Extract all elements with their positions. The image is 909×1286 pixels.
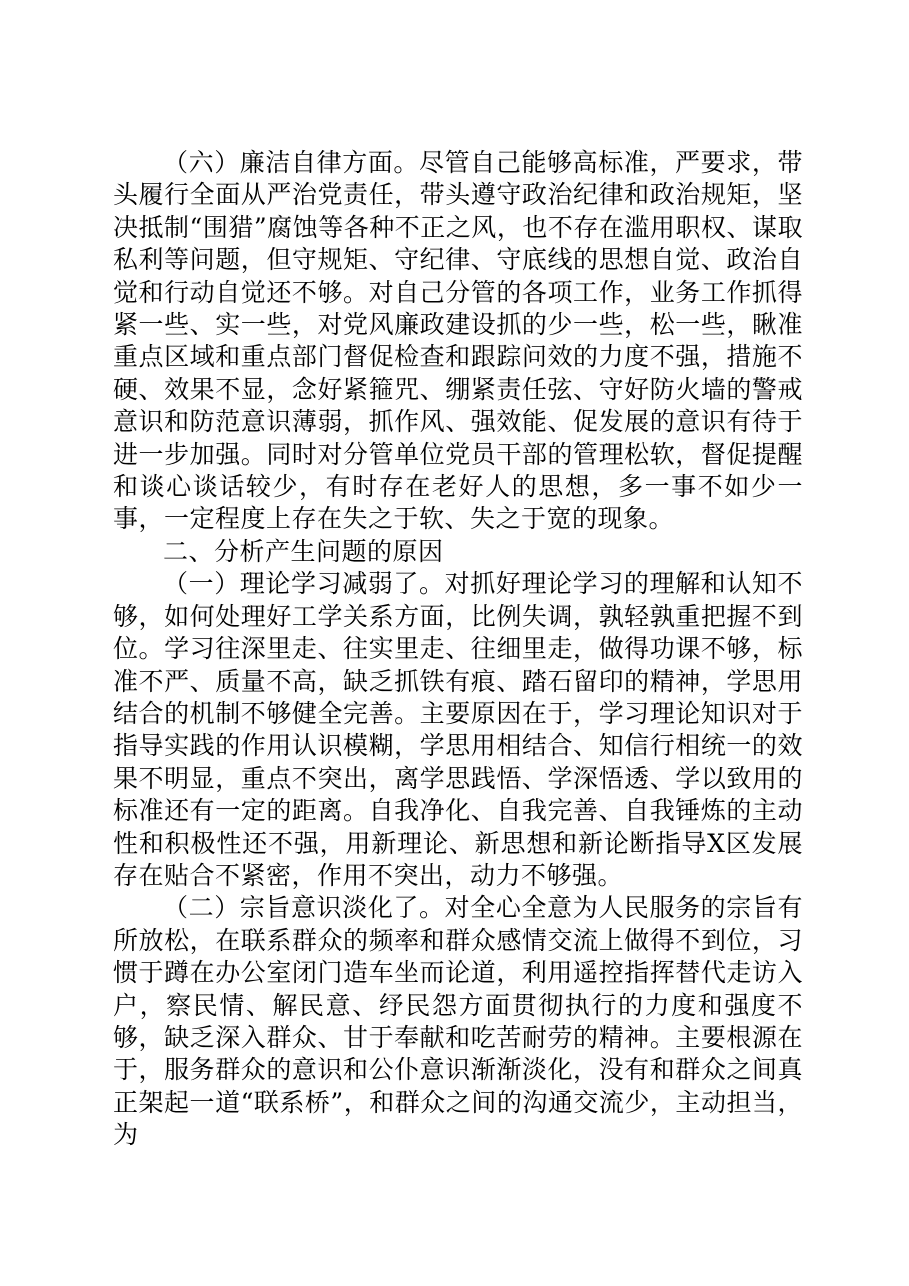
- paragraph-integrity-self-discipline: [113, 147, 803, 536]
- paragraph-body-text: 对抓好理论学习的理解和认知不够，如何处理好工学关系方面，比例失调，孰轻孰重把握不到位。学习往深里走、往实里走、往细里走，做得功课不够，标准不严、质量不高，缺乏抓铁有痕、踏石留印的精神，学思用结合的机制不够健全完善。主要原因在于，学习理论知识对于指导实践的作用认识模糊，学思用相结合、知信行相统一的效果不明显，重点不突出，离学思践悟、学深悟透、学以致用的标准还有一定的距离。自我净化、自我完善、自我锤炼的主动性和积极性还不强，用新理论、新思想和新论断指导X区发展存在贴合不紧密，作用不突出，动力不够强。: [113, 569, 803, 890]
- paragraph-lead-heading: （六）廉洁自律方面。: [163, 148, 420, 177]
- paragraph-purpose-awareness: [113, 892, 803, 1151]
- paragraph-lead-heading: （一）理论学习减弱了。: [163, 569, 445, 599]
- paragraph-lead-heading: （二）宗旨意识淡化了。: [163, 893, 445, 923]
- document-body: [113, 147, 803, 1152]
- section-heading-cause-analysis: 二、分析产生问题的原因: [163, 536, 444, 566]
- paragraph-theory-study: [113, 568, 803, 892]
- paragraph-body-text: 尽管自己能够高标准，严要求，带头履行全面从严治党责任，带头遵守政治纪律和政治规矩，坚决抵制“围猎”腐蚀等各种不正之风，也不存在滥用职权、谋取私利等问题，但守规矩、守纪律、守底线的思想自觉、政治自觉和行动自觉还不够。对自己分管的各项工作，业务工作抓得紧一些、实一些，对党风廉政建设抓的少一些，松一些，瞅准重点区域和重点部门督促检查和跟踪问效的力度不强，措施不硬、效果不显，念好紧箍咒、绷紧责任弦、守好防火墙的警戒意识和防范意识薄弱，抓作风、强效能、促发展的意识有待于进一步加强。同时对分管单位党员干部的管理松软，督促提醒和谈心谈话较少，有时存在老好人的思想，多一事不如少一事，一定程度上存在失之于软、失之于宽的现象。: [113, 148, 803, 534]
- paragraph-body-text: 对全心全意为人民服务的宗旨有所放松，在联系群众的频率和群众感情交流上做得不到位，习惯于蹲在办公室闭门造车坐而论道，利用遥控指挥替代走访入户，察民情、解民意、纾民怨方面贯彻执行的力度和强度不够，缺乏深入群众、甘于奉献和吃苦耐劳的精神。主要根源在于，服务群众的意识和公仆意识渐渐淡化，没有和群众之间真正架起一道“联系桥”，和群众之间的沟通交流少，主动担当，为: [113, 893, 803, 1150]
